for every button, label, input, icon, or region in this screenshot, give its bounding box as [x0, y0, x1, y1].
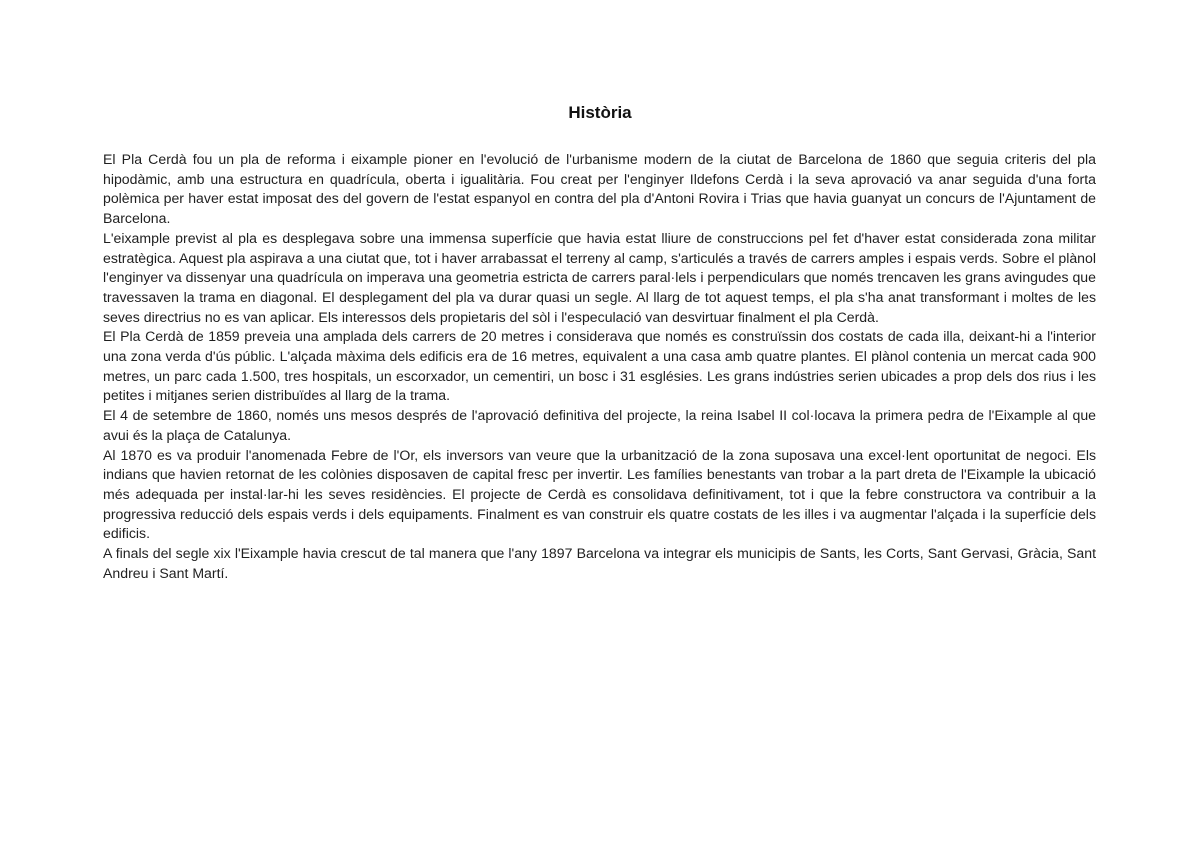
document-title: Història	[568, 103, 632, 122]
paragraph-2: L'eixample previst al pla es desplegava sobre una immensa superfície que havia estat lliure de construccions pel fet d'haver estat considerada zona militar estratègica. Aquest pla aspirava a una ciutat que, tot i haver arrabassat el terreny al camp, s'articulés a través de carrers amples i espais verds. Sobre el plànol l'enginyer va dissenyar una quadrícula on imperava una geometria estricta de carrers paral·lels i perpendiculars que només trencaven les grans avingudes que travessaven la trama en diagonal. El desplegament del pla va durar quasi un segle. Al llarg de tot aquest temps, el pla s'ha anat transformant i moltes de les seves directrius no es van aplicar. Els interessos dels propietaris del sòl i l'especulació van desvirtuar finalment el pla Cerdà.	[103, 229, 1096, 325]
paragraph-1: El Pla Cerdà fou un pla de reforma i eixample pioner en l'evolució de l'urbanisme modern de la ciutat de Barcelona de 1860 que seguia criteris del pla hipodàmic, amb una estructura en quadrícula, oberta i igualitària. Fou creat per l'enginyer Ildefons Cerdà i la seva aprovació va anar seguida d'una forta polèmica per haver estat imposat des del govern de l'estat espanyol en contra del pla d'Antoni Rovira i Trias que havia guanyat un concurs de l'Ajuntament de Barcelona.	[103, 151, 1096, 227]
paragraph-3: El Pla Cerdà de 1859 preveia una amplada dels carrers de 20 metres i considerava que només es construïssin dos costats de cada illa, deixant-hi a l'interior una zona verda d'ús públic. L'alçada màxima dels edificis era de 16 metres, equivalent a una casa amb quatre plantes. El plànol contenia un mercat cada 900 metres, un parc cada 1.500, tres hospitals, un escorxador, un cementiri, un bosc i 31 esglésies. Les grans indústries serien ubicades a prop dels dos rius i les petites i mitjanes serien distribuïdes al llarg de la trama.	[103, 328, 1096, 404]
paragraph-6: A finals del segle xix l'Eixample havia crescut de tal manera que l'any 1897 Barcelona va integrar els municipis de Sants, les Corts, Sant Gervasi, Gràcia, Sant Andreu i Sant Martí.	[103, 545, 1096, 581]
document-body	[103, 150, 1096, 583]
paragraph-4: El 4 de setembre de 1860, només uns mesos després de l'aprovació definitiva del projecte, la reina Isabel II col·locava la primera pedra de l'Eixample al que avui és la plaça de Catalunya.	[103, 407, 1096, 443]
paragraph-5: Al 1870 es va produir l'anomenada Febre de l'Or, els inversors van veure que la urbanització de la zona suposava una excel·lent oportunitat de negoci. Els indians que havien retornat de les colònies disposaven de capital fresc per invertir. Les famílies benestants van trobar a la part dreta de l'Eixample la ubicació més adequada per instal·lar-hi les seves residències. El projecte de Cerdà es consolidava definitivament, tot i que la febre constructora va contribuir a la progressiva reducció dels espais verds i dels equipaments. Finalment es van construir els quatre costats de les illes i va augmentar l'alçada i la superfície dels edificis.	[103, 446, 1096, 542]
